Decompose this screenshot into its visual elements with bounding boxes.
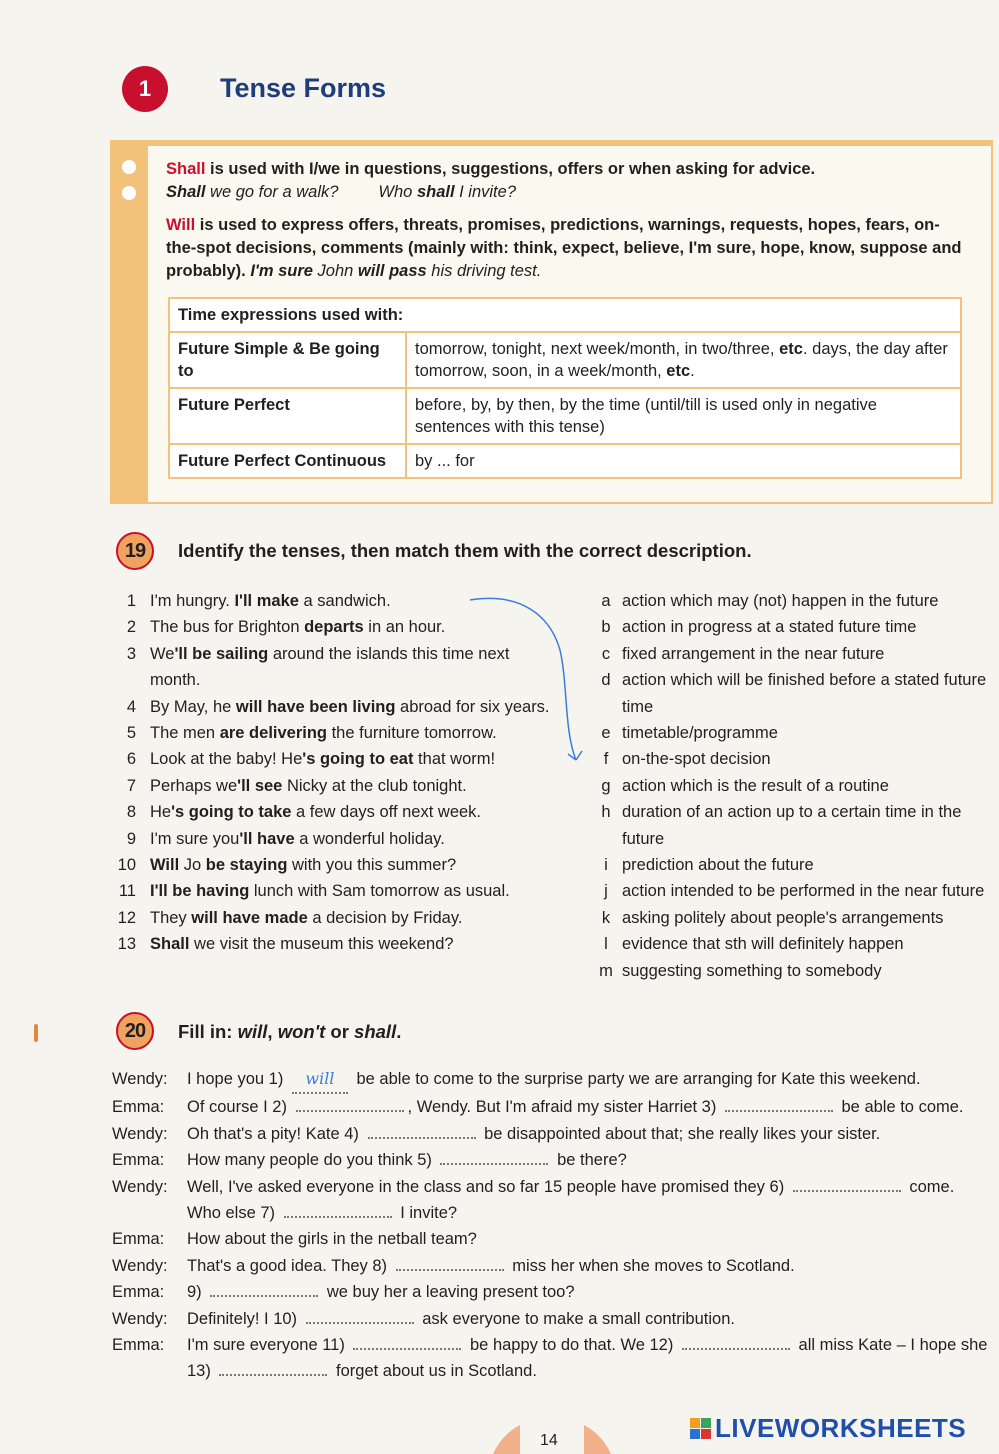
answer-blank-2[interactable] (296, 1098, 404, 1112)
speaker-name: Emma: (112, 1098, 165, 1117)
description-item: k asking politely about people's arrangements (601, 908, 944, 927)
description-item: j action intended to be performed in the near future (604, 882, 985, 901)
exercise-20-number: 20 (116, 1012, 154, 1050)
description-item: b action in progress at a stated future time (601, 618, 917, 637)
sentence-item: 9 I'm sure you'll have a wonderful holiday. (126, 829, 445, 848)
answer-blank-12[interactable] (682, 1336, 790, 1350)
dialogue-line: Emma: I'm sure everyone 11) be happy to do that. We 12) all miss Kate – I hope she 13) forget about us in Scotland. (112, 1332, 992, 1385)
sentence-item: 6 Look at the baby! He's going to eat that worm! (126, 750, 496, 769)
table-row: Future Perfect Continuous by ... for (169, 444, 961, 478)
bullet-dot-icon (122, 160, 136, 174)
speaker-name: Wendy: (112, 1124, 168, 1143)
dialogue (112, 1066, 992, 1385)
shall-rule: Shall is used with I/we in questions, suggestions, offers or when asking for advice. Shall we go for a walk? Who shall I invite? (166, 160, 816, 201)
answer-blank-13[interactable] (219, 1362, 327, 1376)
answer-blank-4[interactable] (368, 1125, 476, 1139)
sentence-item: 13 Shall we visit the museum this weekend? (117, 935, 454, 954)
description-item: f on-the-spot decision (603, 750, 771, 769)
sentence-item: 8 He's going to take a few days off next week. (126, 803, 482, 822)
unit-number-badge: 1 (122, 66, 168, 112)
speaker-name: Wendy: (112, 1177, 168, 1196)
speaker-name: Wendy: (112, 1309, 168, 1328)
description-item: d action which will be finished before a stated future time (601, 671, 987, 716)
margin-mark (34, 1024, 38, 1042)
dialogue-line: Emma: How about the girls in the netball team? (112, 1226, 992, 1252)
sentence-item: 3 We'll be sailing around the islands this time next month. (126, 644, 510, 690)
dialogue-line: Emma: Of course I 2) , Wendy. But I'm afraid my sister Harriet 3) be able to come. (112, 1094, 992, 1120)
answer-blank-9[interactable] (210, 1283, 318, 1297)
dialogue-line: Wendy: Oh that's a pity! Kate 4) be disappointed about that; she really likes your sister. (112, 1121, 992, 1147)
description-item: l evidence that sth will definitely happen (604, 935, 904, 954)
sentence-item: 4 By May, he will have been living abroad for six years. (126, 697, 550, 716)
dialogue-line: Wendy: That's a good idea. They 8) miss her when she moves to Scotland. (112, 1253, 992, 1279)
dialogue-line: Wendy: Definitely! I 10) ask everyone to make a small contribution. (112, 1306, 992, 1332)
time-expressions-table (168, 297, 962, 479)
sentence-item: 12 They will have made a decision by Friday. (117, 908, 463, 927)
dialogue-line: Emma: 9) we buy her a leaving present too? (112, 1279, 992, 1305)
description-item: e timetable/programme (601, 724, 778, 743)
description-item: m suggesting something to somebody (599, 961, 882, 980)
description-item: a action which may (not) happen in the future (601, 592, 939, 610)
sentence-item: 7 Perhaps we'll see Nicky at the club tonight. (126, 776, 467, 795)
dialogue-line: Wendy: Well, I've asked everyone in the class and so far 15 people have promised they 6) come. Who else 7) I invite? (112, 1174, 992, 1227)
description-item: i prediction about the future (604, 856, 814, 875)
speaker-name: Emma: (112, 1336, 165, 1355)
sentence-item: 5 The men are delivering the furniture tomorrow. (126, 724, 497, 743)
answer-blank-7[interactable] (284, 1204, 392, 1218)
exercise-19-number: 19 (116, 532, 154, 570)
liveworksheets-icon (690, 1418, 711, 1439)
speaker-name: Emma: (112, 1230, 165, 1249)
exercise-19-title: Identify the tenses, then match them with the correct description. (178, 540, 752, 561)
sentence-item: 10 Will Jo be staying with you this summer? (117, 856, 457, 875)
page-title: Tense Forms (220, 73, 387, 103)
description-item: h duration of an action up to a certain time in the future (601, 803, 962, 848)
answer-blank-3[interactable] (725, 1098, 833, 1112)
answer-blank-8[interactable] (396, 1257, 504, 1271)
speaker-name: Emma: (112, 1151, 165, 1170)
description-list (590, 588, 990, 984)
will-rule: Will is used to express offers, threats, promises, predictions, warnings, requests, hopes, fears, on-the-spot decisions, comments (mainly with: think, expect, believe, I'm sure, hope, know, suppose and probably). I'm sure John will pass his driving test. (166, 216, 962, 280)
sentence-item: 2 The bus for Brighton departs in an hour. (126, 618, 446, 637)
answer-blank-5[interactable] (440, 1151, 548, 1165)
description-item: c fixed arrangement in the near future (601, 644, 885, 663)
dialogue-line: Wendy: I hope you 1) will be able to come to the surprise party we are arranging for Kate this weekend. (112, 1066, 992, 1094)
exercise-20-title: Fill in: will, won't or shall. (178, 1021, 402, 1042)
speaker-name: Emma: (112, 1283, 165, 1302)
table-row: Future Simple & Be going to tomorrow, tonight, next week/month, in two/three, etc. days, the day after tomorrow, soon, in a week/month, etc. (169, 332, 961, 388)
answer-blank-1[interactable]: will (292, 1066, 348, 1094)
dialogue-line: Emma: How many people do you think 5) be there? (112, 1147, 992, 1173)
answer-blank-10[interactable] (306, 1310, 414, 1324)
speaker-name: Wendy: (112, 1256, 168, 1275)
answer-blank-6[interactable] (793, 1178, 901, 1192)
answer-blank-11[interactable] (353, 1336, 461, 1350)
table-header: Time expressions used with: (169, 298, 961, 332)
description-item: g action which is the result of a routine (601, 776, 889, 795)
bullet-dot-icon (122, 186, 136, 200)
sentence-item: 11 I'll be having lunch with Sam tomorrow as usual. (118, 882, 510, 901)
liveworksheets-logo: LIVEWORKSHEETS (690, 1412, 966, 1444)
speaker-name: Wendy: (112, 1070, 168, 1088)
table-row: Future Perfect before, by, by then, by the time (until/till is used only in negative sentences with this tense) (169, 388, 961, 444)
page-number: 14 (540, 1432, 558, 1449)
sentence-item: 1 I'm hungry. I'll make a sandwich. (126, 592, 391, 610)
match-arrow-icon (460, 590, 610, 770)
